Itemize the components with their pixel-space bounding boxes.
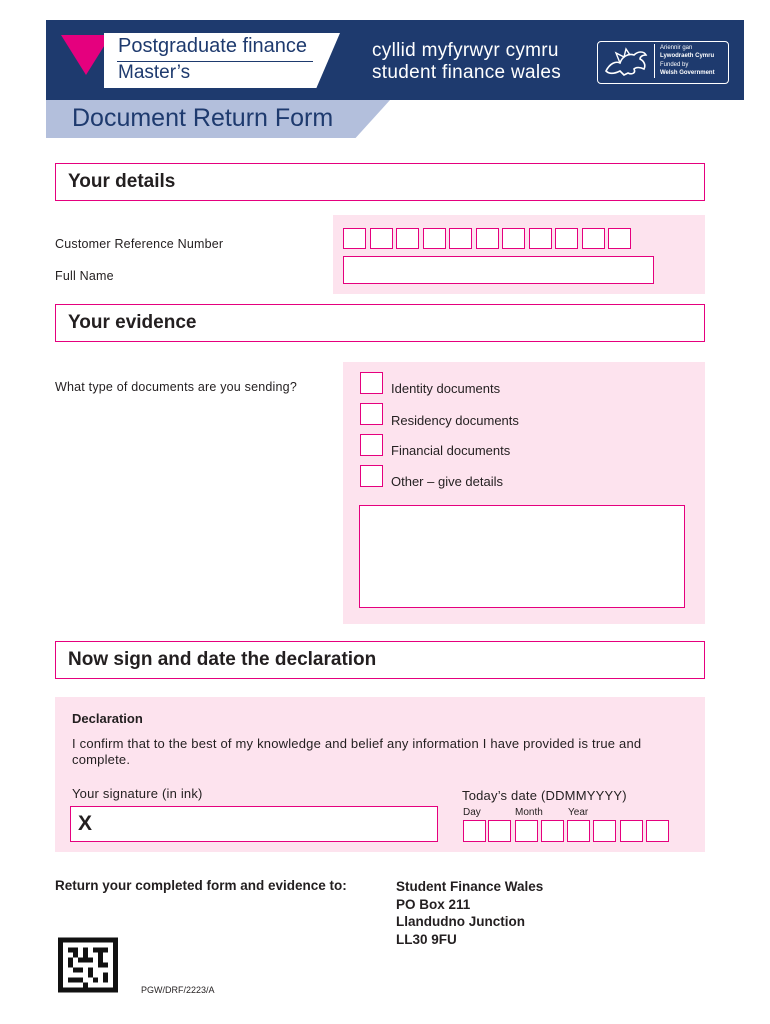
day-label: Day bbox=[463, 807, 481, 818]
address-line: LL30 9FU bbox=[396, 931, 457, 947]
date-year-digit-2[interactable] bbox=[593, 820, 616, 842]
address-line: Llandudno Junction bbox=[396, 914, 525, 929]
crn-digit-box[interactable] bbox=[555, 228, 578, 249]
residency-documents-label: Residency documents bbox=[391, 413, 519, 428]
crn-digit-box[interactable] bbox=[449, 228, 472, 249]
signature-field[interactable] bbox=[70, 806, 438, 842]
crn-digit-box[interactable] bbox=[476, 228, 499, 249]
2d-barcode-icon bbox=[58, 937, 118, 993]
crn-digit-box[interactable] bbox=[370, 228, 393, 249]
org-name-english: student finance wales bbox=[372, 62, 562, 83]
year-label: Year bbox=[568, 807, 589, 818]
declaration-text: I confirm that to the best of my knowledge and belief any information I have provided is true and complete. bbox=[72, 736, 642, 767]
other-documents-checkbox[interactable] bbox=[360, 465, 383, 487]
brand-title: Postgraduate finance bbox=[118, 35, 308, 57]
financial-documents-checkbox[interactable] bbox=[360, 434, 383, 456]
form-code: PGW/DRF/2223/A bbox=[141, 985, 215, 995]
crn-digit-box[interactable] bbox=[396, 228, 419, 249]
logo-divider bbox=[654, 44, 655, 78]
return-label: Return your completed form and evidence to: bbox=[55, 878, 347, 893]
other-documents-label: Other – give details bbox=[391, 474, 504, 489]
welsh-dragon-icon bbox=[602, 45, 650, 79]
signature-mark: X bbox=[78, 812, 93, 835]
crn-digit-box[interactable] bbox=[423, 228, 446, 249]
crn-input-group bbox=[343, 228, 643, 250]
identity-documents-label: Identity documents bbox=[391, 381, 501, 396]
date-year-digit-3[interactable] bbox=[620, 820, 643, 842]
section-your-details bbox=[55, 163, 705, 201]
logo-text-line3: Funded by bbox=[660, 62, 689, 68]
residency-documents-checkbox[interactable] bbox=[360, 403, 383, 425]
form-title: Document Return Form bbox=[72, 104, 334, 132]
logo-text-line1: Ariennir gan bbox=[660, 45, 693, 51]
logo-text-line4: Welsh Government bbox=[660, 70, 715, 76]
identity-documents-checkbox[interactable] bbox=[360, 372, 383, 394]
date-day-digit-2[interactable] bbox=[488, 820, 511, 842]
address-line: Student Finance Wales bbox=[396, 879, 544, 894]
org-name-welsh: cyllid myfyrwyr cymru bbox=[372, 40, 559, 61]
pink-triangle-logo bbox=[61, 35, 111, 75]
brand-subtitle: Master’s bbox=[118, 62, 191, 83]
document-type-question: What type of documents are you sending? bbox=[55, 380, 297, 394]
date-year-digit-1[interactable] bbox=[567, 820, 590, 842]
date-year-digit-4[interactable] bbox=[646, 820, 669, 842]
declaration-title: Declaration bbox=[72, 711, 143, 726]
crn-digit-box[interactable] bbox=[343, 228, 366, 249]
full-name-input[interactable] bbox=[343, 256, 654, 284]
crn-digit-box[interactable] bbox=[529, 228, 552, 249]
date-month-digit-1[interactable] bbox=[515, 820, 538, 842]
crn-digit-box[interactable] bbox=[582, 228, 605, 249]
crn-label: Customer Reference Number bbox=[55, 237, 224, 251]
financial-documents-label: Financial documents bbox=[391, 443, 511, 458]
other-details-textarea[interactable] bbox=[359, 505, 685, 608]
crn-digit-box[interactable] bbox=[502, 228, 525, 249]
crn-digit-box[interactable] bbox=[608, 228, 631, 249]
section-heading: Now sign and date the declaration bbox=[68, 649, 377, 670]
date-day-digit-1[interactable] bbox=[463, 820, 486, 842]
section-declaration bbox=[55, 641, 705, 679]
return-address bbox=[396, 878, 543, 948]
date-month-digit-2[interactable] bbox=[541, 820, 564, 842]
section-heading: Your details bbox=[68, 171, 176, 192]
section-heading: Your evidence bbox=[68, 312, 197, 333]
date-label: Today’s date (DDMMYYYY) bbox=[462, 788, 627, 803]
address-line: PO Box 211 bbox=[396, 896, 471, 912]
signature-label: Your signature (in ink) bbox=[72, 786, 203, 801]
evidence-panel bbox=[343, 362, 705, 624]
full-name-label: Full Name bbox=[55, 269, 114, 283]
month-label: Month bbox=[515, 807, 543, 818]
logo-text-line2: Lywodraeth Cymru bbox=[660, 53, 715, 59]
section-your-evidence bbox=[55, 304, 705, 342]
